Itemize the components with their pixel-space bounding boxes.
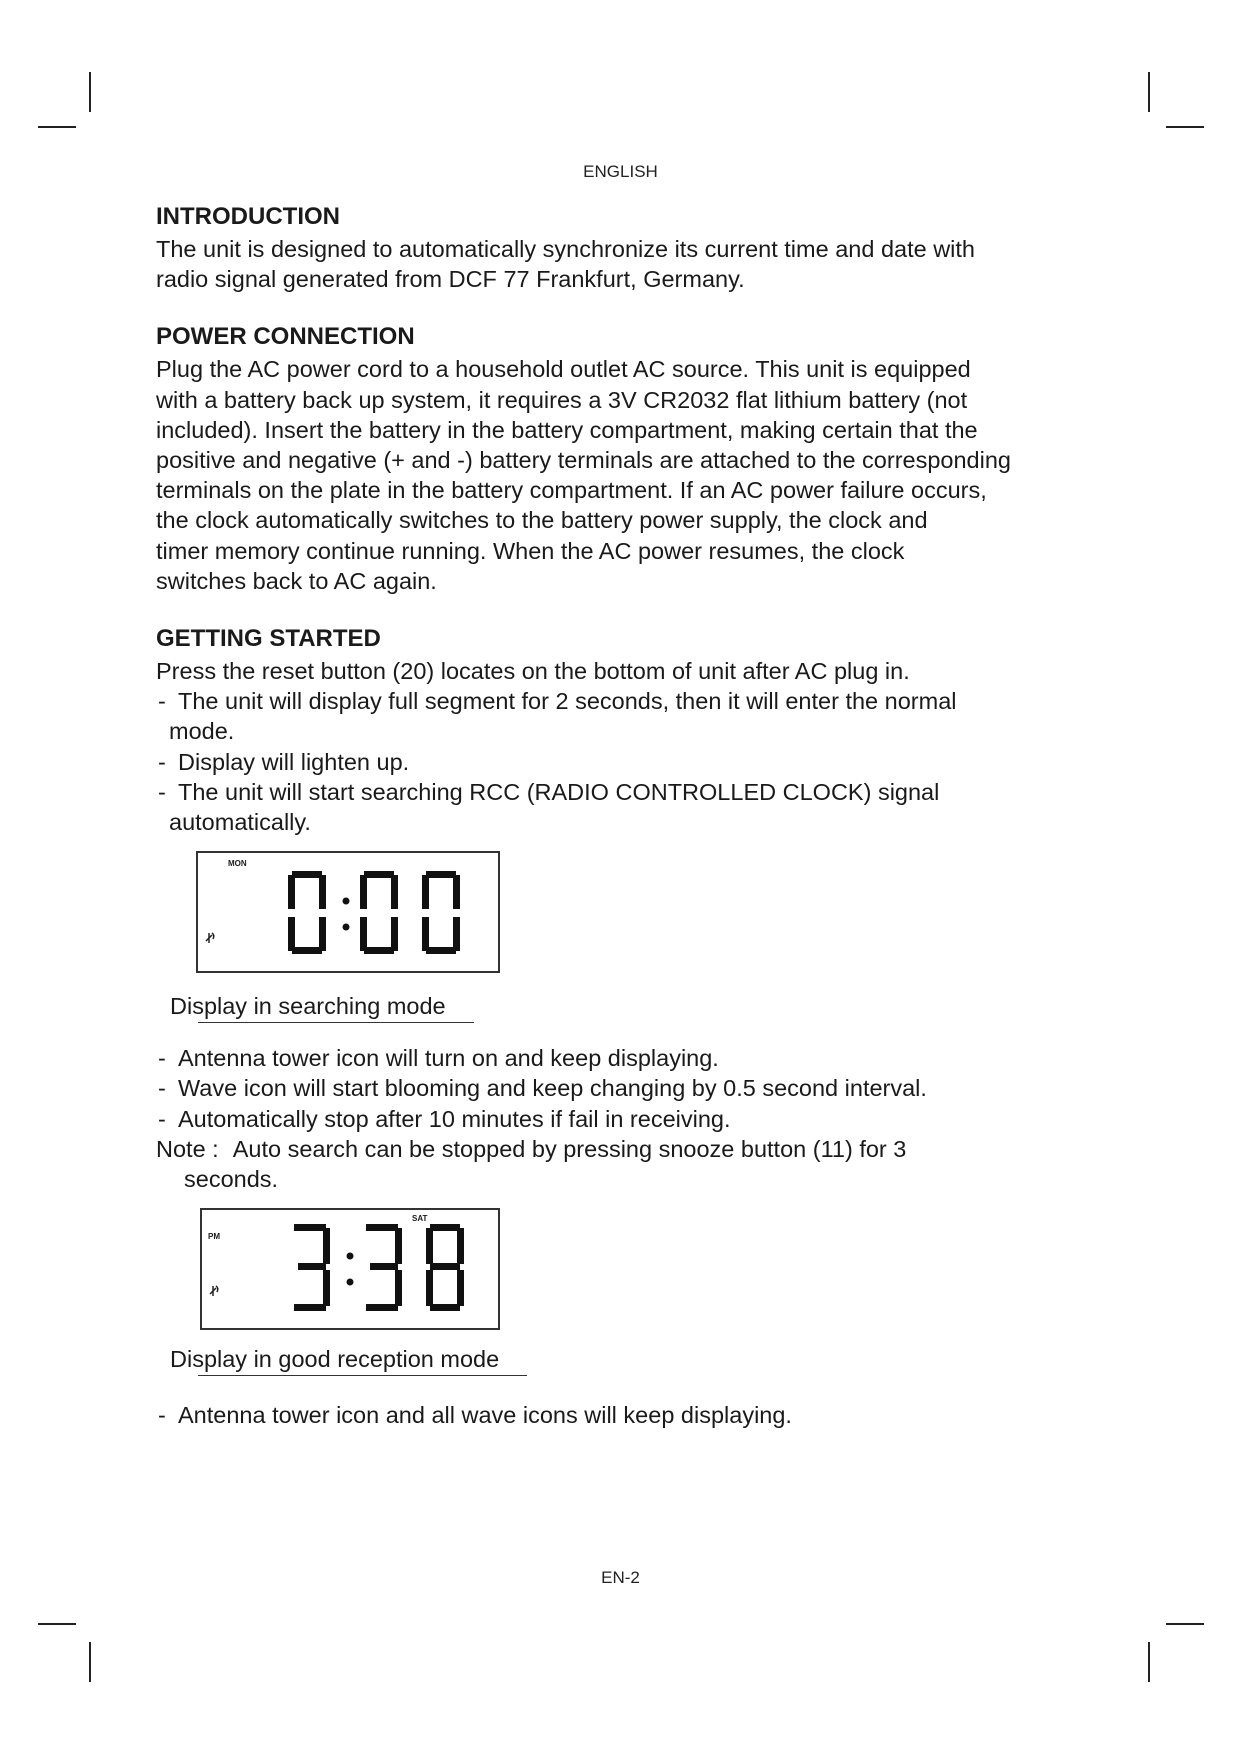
paragraph-line: automatically. (169, 809, 311, 836)
note (156, 1134, 1096, 1164)
crop-mark (38, 1623, 76, 1625)
paragraph-line: mode. (169, 718, 235, 745)
figure-caption (170, 991, 446, 1021)
page-number: EN-2 (601, 1568, 640, 1587)
bullet-list (156, 686, 1096, 716)
paragraph-line: Plug the AC power cord to a household outlet AC source. This unit is equipped (156, 356, 971, 383)
note-text: Auto search can be stopped by pressing snooze button (11) for 3 (232, 1135, 907, 1162)
day-indicator: MON (228, 859, 247, 869)
note-continuation: seconds. (184, 1166, 279, 1193)
pm-indicator: PM (208, 1232, 220, 1242)
section-getting-started (156, 622, 1096, 1430)
language-header: ENGLISH (583, 162, 658, 181)
caption-text: Display in good reception mode (170, 1346, 500, 1373)
list-item: - The unit will display full segment for 2 seconds, then it will enter the normal (156, 686, 1096, 716)
paragraph-line: timer memory continue running. When the AC power resumes, the clock (156, 537, 905, 564)
caption-underline (198, 1022, 474, 1024)
time-digits (294, 1224, 464, 1311)
antenna-icon (210, 1286, 218, 1296)
lcd-digits (202, 1210, 498, 1328)
note-label: Note : (156, 1135, 219, 1162)
crop-mark (1148, 72, 1150, 112)
lcd-display-good-reception (200, 1208, 500, 1330)
paragraph-line: radio signal generated from DCF 77 Frankfurt, Germany. (156, 266, 745, 293)
time-digits (288, 871, 460, 954)
figure-caption (170, 1344, 499, 1374)
crop-mark (89, 72, 91, 112)
crop-mark (1166, 1623, 1204, 1625)
section-power-connection (156, 320, 1096, 596)
bullet-list (156, 747, 1096, 807)
paragraph-line: included). Insert the battery in the battery compartment, making certain that the (156, 416, 978, 443)
caption-underline (198, 1375, 527, 1377)
antenna-icon (206, 933, 214, 943)
lcd-digits (198, 853, 498, 971)
paragraph-line: The unit is designed to automatically synchronize its current time and date with (156, 236, 976, 262)
paragraph-line: terminals on the plate in the battery compartment. If an AC power failure occurs, (156, 477, 987, 504)
day-indicator: SAT (412, 1214, 428, 1224)
list-item: - Antenna tower icon will turn on and keep displaying. (156, 1043, 1096, 1073)
document-body (156, 200, 1096, 1430)
section-title: POWER CONNECTION (156, 323, 415, 351)
paragraph-line: the clock automatically switches to the battery power supply, the clock and (156, 507, 928, 534)
list-item: - Automatically stop after 10 minutes if fail in receiving. (156, 1104, 1096, 1134)
crop-mark (89, 1642, 91, 1682)
paragraph-line: with a battery back up system, it requires a 3V CR2032 flat lithium battery (not (156, 386, 968, 413)
list-item: - Display will lighten up. (156, 747, 1096, 777)
paragraph-line: switches back to AC again. (156, 567, 437, 594)
crop-mark (1148, 1642, 1150, 1682)
list-item: - Antenna tower icon and all wave icons will keep displaying. (156, 1400, 1096, 1430)
bullet-list (156, 1400, 1096, 1430)
caption-text: Display in searching mode (170, 993, 446, 1020)
crop-mark (38, 126, 76, 128)
list-item: - The unit will start searching RCC (RADIO CONTROLLED CLOCK) signal (156, 777, 1096, 807)
paragraph-line: Press the reset button (20) locates on the bottom of unit after AC plug in. (156, 658, 910, 685)
section-introduction (156, 200, 1096, 294)
bullet-list (156, 1043, 1096, 1134)
paragraph-line: positive and negative (+ and -) battery terminals are attached to the corresponding (156, 447, 1011, 474)
lcd-display-searching (196, 851, 500, 973)
section-title: INTRODUCTION (156, 203, 340, 230)
section-title: GETTING STARTED (156, 625, 381, 653)
list-item: - Wave icon will start blooming and keep changing by 0.5 second interval. (156, 1073, 1096, 1103)
crop-mark (1166, 126, 1204, 128)
